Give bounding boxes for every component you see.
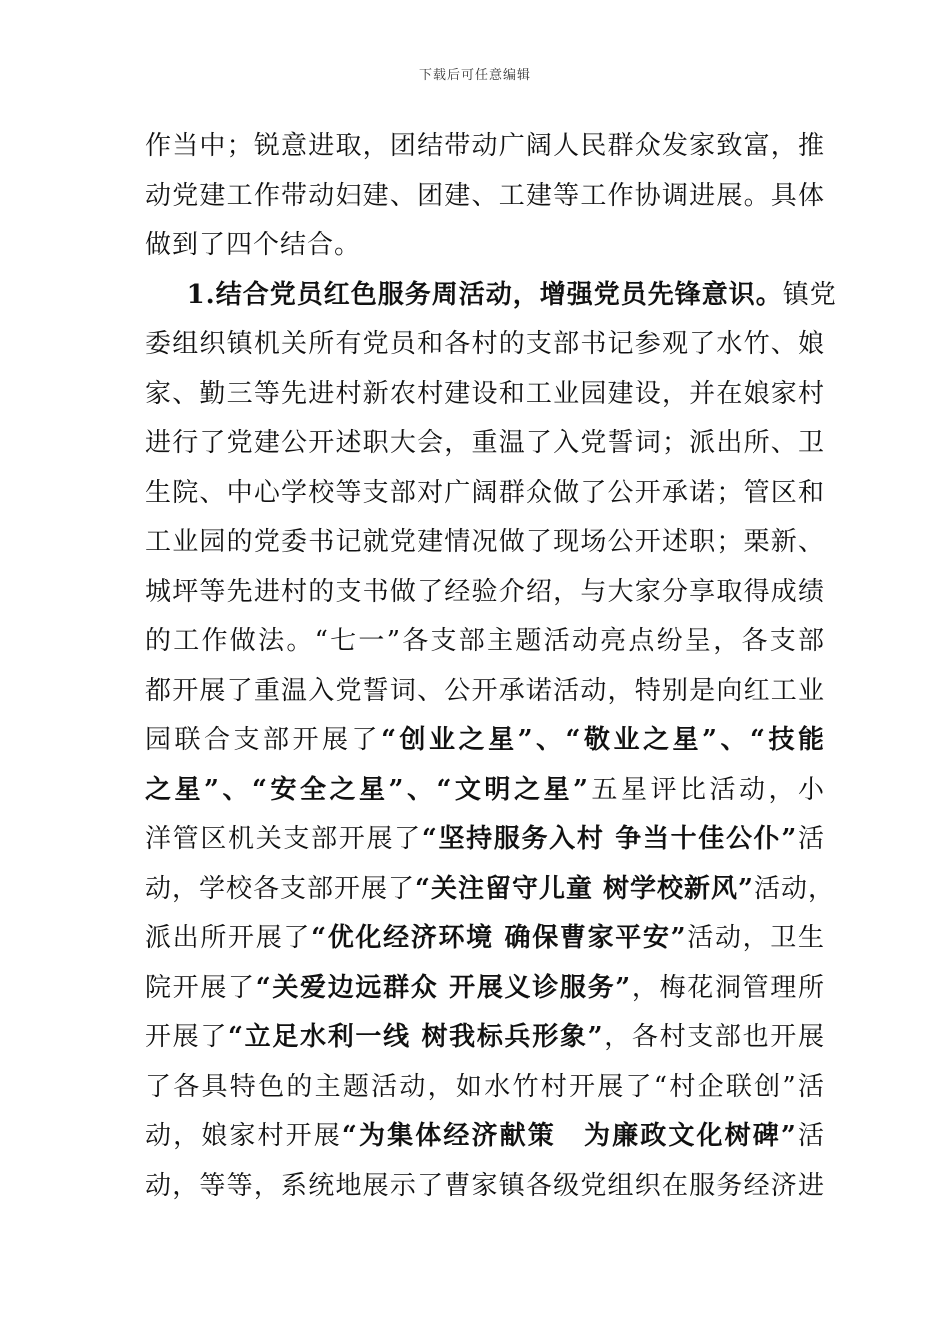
- text-line: [145, 469, 825, 519]
- text-line: [145, 568, 825, 618]
- text-run: 活动，: [753, 873, 835, 904]
- text-line: [145, 1112, 825, 1162]
- text-run: 动，等等，系统地展示了曹家镇各级党组织在服务经济进: [145, 1170, 825, 1201]
- text-run: ，梅花洞管理所: [631, 972, 825, 1003]
- text-line: [145, 766, 825, 816]
- text-run: 委组织镇机关所有党员和各村的支部书记参观了水竹、娘: [145, 329, 825, 359]
- text-run: 派出所开展了: [145, 923, 312, 953]
- text-line: [145, 865, 835, 915]
- text-run: 了各具特色的主题活动，如水竹村开展了“村企联创”活: [145, 1071, 825, 1102]
- bold-text: “关注留守儿童 树学校新风”: [415, 873, 754, 904]
- text-run: 进行了党建公开述职大会，重温了入党誓词；派出所、卫: [145, 428, 825, 458]
- text-run: 开展了: [145, 1022, 229, 1052]
- text-line: [145, 419, 825, 469]
- bold-text: 1.结合党员红色服务周活动，增强党员先锋意识。: [186, 279, 783, 310]
- bold-text: “坚持服务入村 争当十佳公仆”: [421, 824, 798, 854]
- text-line: [145, 1162, 825, 1212]
- text-line: [145, 1013, 825, 1063]
- text-run: 动，学校各支部开展了: [145, 873, 416, 904]
- bold-text: “立足水利一线 树我标兵形象”: [228, 1022, 604, 1052]
- text-line: [145, 320, 825, 370]
- text-run: 院开展了: [145, 972, 256, 1003]
- text-line: 动党建工作带动妇建、团建、工建等工作协调进展。具体: [145, 180, 825, 211]
- text-line: [145, 1063, 825, 1113]
- text-run: 工业园的党委书记就党建情况做了现场公开述职；栗新、: [145, 527, 825, 557]
- document-body: [145, 122, 837, 1211]
- text-run: 洋管区机关支部开展了: [145, 824, 422, 854]
- text-run: 动，娘家村开展: [145, 1121, 342, 1151]
- text-run: 五星评比活动，小: [588, 774, 825, 805]
- text-run: 镇党: [782, 279, 837, 310]
- text-line: [145, 667, 825, 717]
- text-run: 园联合支部开展了: [145, 725, 382, 755]
- text-line: [145, 271, 837, 321]
- bold-text: “关爱边远群众 开展义诊服务”: [255, 972, 632, 1003]
- text-line: [145, 964, 825, 1014]
- text-line: [145, 914, 825, 964]
- text-run: 的工作做法。“七一”各支部主题活动亮点纷呈，各支部: [145, 626, 825, 656]
- text-run: 活: [796, 1121, 825, 1151]
- bold-text: “优化经济环境 确保曹家平安”: [311, 923, 687, 953]
- page-header: 下载后可任意编辑: [418, 68, 531, 83]
- bold-text: “为集体经济献策 为廉政文化树碑”: [341, 1121, 797, 1151]
- text-run: ，各村支部也开展: [603, 1022, 825, 1052]
- text-run: 活: [797, 824, 825, 854]
- text-line: [145, 716, 825, 766]
- text-line: 作当中；锐意进取，团结带动广阔人民群众发家致富，推: [145, 131, 825, 161]
- text-line: [145, 518, 825, 568]
- text-run: 活动，卫生: [686, 923, 825, 953]
- text-line: 做到了四个结合。: [145, 230, 362, 260]
- bold-text: “创业之星”、“敬业之星”、“技能: [381, 725, 825, 755]
- text-line: [145, 617, 825, 667]
- text-line: [145, 370, 825, 420]
- text-line: [145, 815, 825, 865]
- text-run: 城坪等先进村的支书做了经验介绍，与大家分享取得成绩: [145, 576, 825, 607]
- text-run: 家、勤三等先进村新农村建设和工业园建设，并在娘家村: [145, 378, 825, 409]
- bold-text: 之星”、“安全之星”、“文明之星”: [145, 774, 589, 805]
- paragraph-section-1: [145, 271, 837, 1212]
- text-run: 生院、中心学校等支部对广阔群众做了公开承诺；管区和: [145, 477, 825, 508]
- text-run: 都开展了重温入党誓词、公开承诺活动，特别是向红工业: [145, 675, 825, 706]
